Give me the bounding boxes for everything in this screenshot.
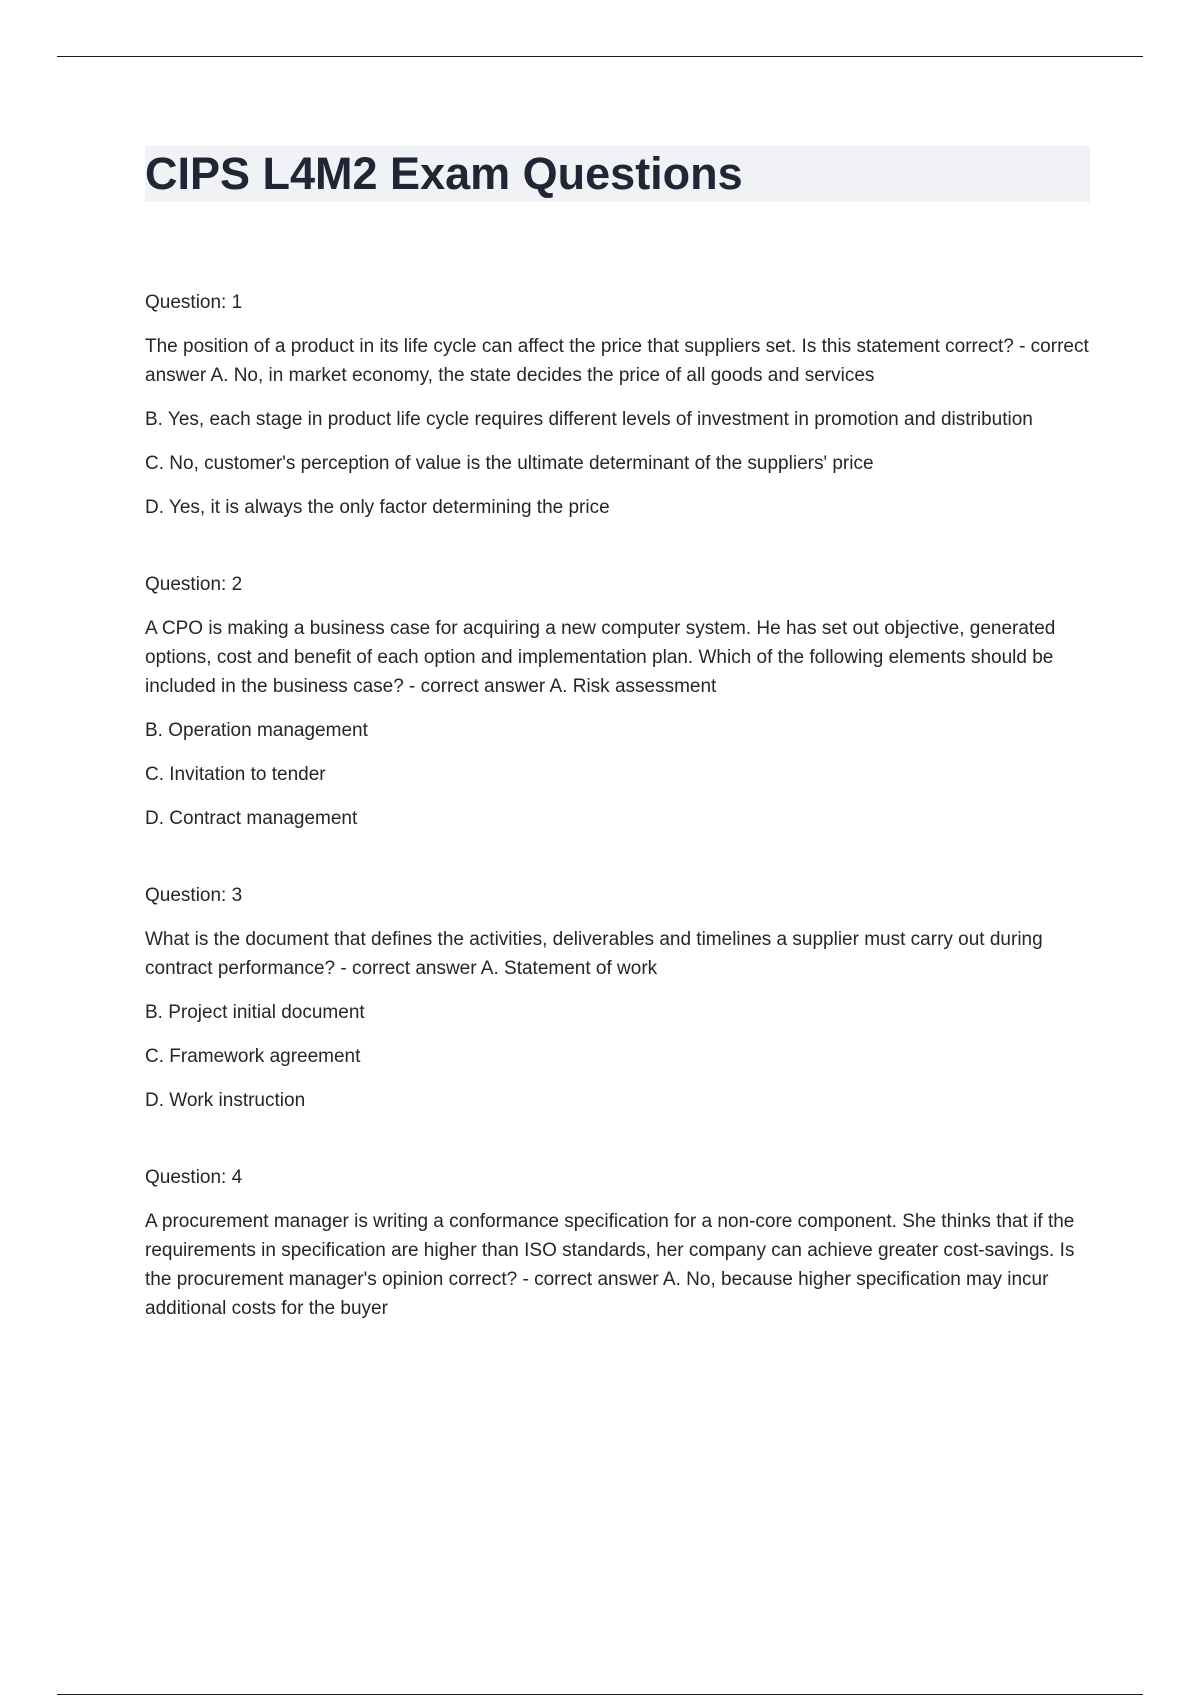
page-title: CIPS L4M2 Exam Questions <box>145 148 743 199</box>
answer-option-c: C. Framework agreement <box>145 1046 361 1067</box>
answer-option-b: B. Project initial document <box>145 1002 365 1023</box>
question-text: A procurement manager is writing a conformance specification for a non-core component. She thinks that if the requirements in specification are higher than ISO standards, her company can achieve greater cost-savings. Is the procurement manager's opinion correct? - correct answer A. No, because higher specification may incur additional costs for the buyer <box>145 1211 1075 1319</box>
answer-option-b: B. Operation management <box>145 720 368 741</box>
question-2 <box>145 570 1095 833</box>
answer-option-b: B. Yes, each stage in product life cycle requires different levels of investment in promotion and distribution <box>145 409 1033 430</box>
answer-option-d: D. Yes, it is always the only factor determining the price <box>145 497 610 518</box>
question-text: What is the document that defines the activities, deliverables and timelines a supplier must carry out during contract performance? - correct answer A. Statement of work <box>145 929 1043 979</box>
question-number: Question: 4 <box>145 1167 243 1188</box>
question-number: Question: 2 <box>145 574 243 595</box>
question-number: Question: 3 <box>145 885 243 906</box>
question-text: A CPO is making a business case for acquiring a new computer system. He has set out objective, generated options, cost and benefit of each option and implementation plan. Which of the following elements should be included in the business case? - correct answer A. Risk assessment <box>145 618 1056 697</box>
answer-option-c: C. Invitation to tender <box>145 764 326 785</box>
question-4 <box>145 1163 1095 1323</box>
answer-option-d: D. Work instruction <box>145 1090 306 1111</box>
bottom-rule <box>57 1694 1143 1695</box>
answer-option-c: C. No, customer's perception of value is the ultimate determinant of the suppliers' price <box>145 453 874 474</box>
question-number: Question: 1 <box>145 292 243 313</box>
top-rule <box>57 56 1143 57</box>
question-3 <box>145 881 1095 1115</box>
question-text: The position of a product in its life cycle can affect the price that suppliers set. Is this statement correct? - correct answer A. No, in market economy, the state decides the price of all goods and services <box>145 336 1089 386</box>
question-list <box>145 288 1095 1371</box>
question-1 <box>145 288 1095 522</box>
answer-option-d: D. Contract management <box>145 808 358 829</box>
